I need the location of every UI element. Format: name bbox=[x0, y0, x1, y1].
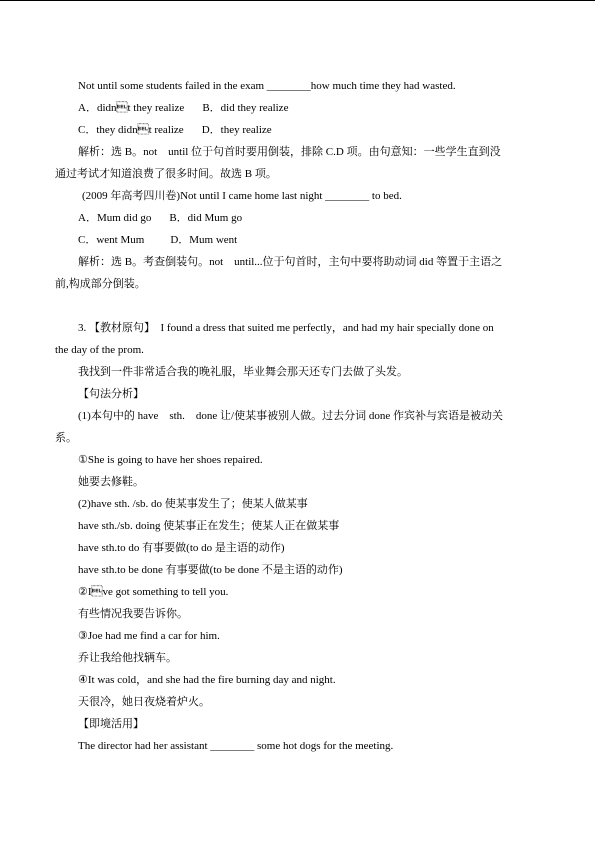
q1-option-d: D．they realize bbox=[201, 124, 272, 136]
q1-analysis-line-1: 解析：选 B。not until 位于句首时要用倒装，排除 C.D 项。由句意知：一些学生直到没 bbox=[78, 146, 501, 158]
practice-question: The director had her assistant ________ some hot dogs for the meeting. bbox=[78, 740, 394, 752]
q2-option-c: C．went Mum bbox=[78, 234, 145, 246]
q1-option-a: A．didnt they realize bbox=[78, 102, 185, 114]
q2-analysis-line-1: 解析：选 B。考查倒装句。not until...位于句首时，主句中要将助动词 did 等置于主语之 bbox=[78, 256, 503, 268]
section3-translation: 我找到一件非常适合我的晚礼服，毕业舞会那天还专门去做了头发。 bbox=[78, 366, 408, 378]
usage-to-be-done: have sth.to be done 有事要做(to be done 不是主语的动作) bbox=[78, 564, 343, 576]
q1-analysis-line-2: 通过考试才知道浪费了很多时间。故选 B 项。 bbox=[55, 168, 277, 180]
q1-option-c: C．they didnt realize bbox=[78, 124, 184, 136]
q2-option-a: A．Mum did go bbox=[78, 212, 152, 224]
q2-options-ab bbox=[78, 211, 242, 225]
practice-label: 【即境活用】 bbox=[78, 718, 144, 730]
example2-chinese: 有些情况我要告诉你。 bbox=[78, 608, 188, 620]
point1-line-2: 系。 bbox=[55, 432, 77, 444]
q2-options-cd bbox=[78, 233, 237, 247]
example3-chinese: 乔让我给他找辆车。 bbox=[78, 652, 177, 664]
point2: (2)have sth. /sb. do 使某事发生了；使某人做某事 bbox=[78, 498, 308, 510]
example1-english: ①She is going to have her shoes repaired. bbox=[78, 454, 263, 466]
usage-to-do: have sth.to do 有事要做(to do 是主语的动作) bbox=[78, 542, 285, 554]
usage-doing: have sth./sb. doing 使某事正在发生；使某人正在做某事 bbox=[78, 520, 340, 532]
q1-options-ab bbox=[78, 101, 288, 115]
q1-option-b: B．did they realize bbox=[202, 102, 289, 114]
q1-stem: Not until some students failed in the exam ________how much time they had wasted. bbox=[78, 80, 456, 92]
example2-english: ②Ive got something to tell you. bbox=[78, 586, 229, 598]
point1-line-1: (1)本句中的 have sth. done 让/使某事被别人做。过去分词 done 作宾补与宾语是被动关 bbox=[78, 410, 503, 422]
q2-analysis-line-2: 前,构成部分倒装。 bbox=[55, 278, 146, 290]
example4-english: ④It was cold，and she had the fire burning day and night. bbox=[78, 674, 336, 686]
example3-english: ③Joe had me find a car for him. bbox=[78, 630, 220, 642]
section3-heading-line-2: the day of the prom. bbox=[55, 344, 144, 356]
q1-options-cd bbox=[78, 123, 272, 137]
section3-heading-line-1: 3. 【教材原句】 I found a dress that suited me perfectly，and had my hair specially done on bbox=[78, 322, 494, 334]
syntax-analysis-label: 【句法分析】 bbox=[78, 388, 144, 400]
example4-chinese: 天很冷，她日夜烧着炉火。 bbox=[78, 696, 210, 708]
q2-option-d: D．Mum went bbox=[170, 234, 238, 246]
example1-chinese: 她要去修鞋。 bbox=[78, 476, 144, 488]
q2-stem: (2009 年高考四川卷)Not until I came home last night ________ to bed. bbox=[82, 190, 402, 202]
q2-option-b: B．did Mum go bbox=[169, 212, 243, 224]
